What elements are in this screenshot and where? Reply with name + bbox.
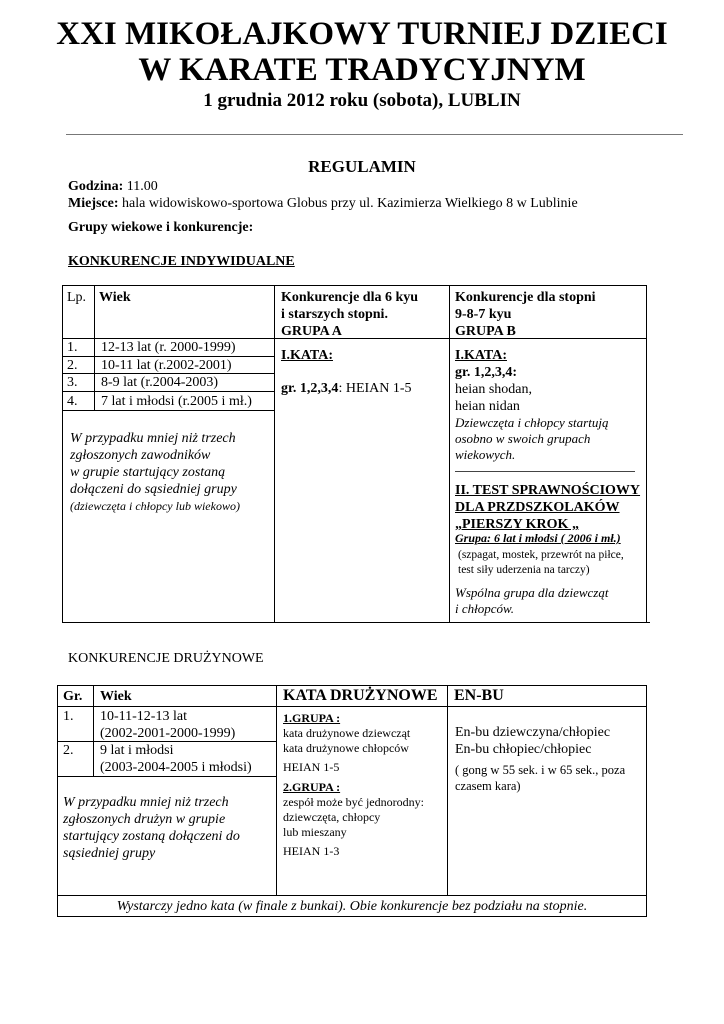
row-wiek: 10-11 lat (r.2002-2001)	[101, 358, 232, 373]
note-line: W przypadku mniej niż trzech	[70, 431, 236, 446]
miejsce-value: hala widowiskowo-sportowa Globus przy ul. Kazimierza Wielkiego 8 w Lublinie	[118, 196, 578, 211]
group-a-header-line: GRUPA A	[281, 324, 342, 339]
godzina-line	[68, 178, 158, 195]
kata-group1-line: kata drużynowe chłopców	[283, 741, 409, 755]
row-lp: 1.	[67, 340, 78, 355]
kata-group2-heian: HEIAN 1-3	[283, 844, 340, 858]
title-line-1: XXI MIKOŁAJKOWY TURNIEJ DZIECI	[56, 16, 668, 52]
row-lp: 2.	[67, 358, 78, 373]
test-desc-line: (szpagat, mostek, przewrót na piłce,	[458, 549, 624, 561]
group-b-italic-line: wiekowych.	[455, 447, 516, 462]
miejsce-line	[68, 195, 578, 212]
miejsce-label: Miejsce:	[68, 196, 119, 211]
col-header-group-a	[281, 289, 418, 340]
test-desc	[458, 548, 624, 578]
row-wiek: 12-13 lat (r. 2000-1999)	[101, 340, 236, 355]
group-b-header-line: Konkurencje dla stopni	[455, 290, 596, 305]
team-row-wiek	[100, 742, 252, 776]
team-wiek-line: (2002-2001-2000-1999)	[100, 726, 236, 741]
group-a-kata-title: I.KATA:	[281, 348, 333, 363]
team-footer-note: Wystarczy jedno kata (w finale z bunkai). Obie konkurencje bez podziału na stopnie.	[116, 899, 588, 914]
group-b-italic-line: Dziewczęta i chłopcy startują	[455, 415, 609, 430]
group-a-gr: gr. 1,2,3,4	[281, 381, 339, 396]
test-group: Grupa: 6 lat i młodsi ( 2006 i mł.)	[455, 531, 621, 545]
col-header-wiek: Wiek	[99, 290, 131, 305]
test-desc-line: test siły uderzenia na tarczy)	[458, 564, 590, 576]
group-b-italic-line: osobno w swoich grupach	[455, 431, 591, 446]
group-b-line: heian shodan,	[455, 382, 532, 397]
test-note	[455, 585, 608, 617]
grupy-label: Grupy wiekowe i konkurencje:	[68, 220, 254, 235]
individual-note	[70, 430, 240, 515]
group-a-heian-value: : HEIAN 1-5	[338, 381, 412, 396]
team-col-header-wiek: Wiek	[100, 689, 132, 704]
team-col-header-gr: Gr.	[63, 689, 83, 704]
test-title-line: „PIERSZY KROK „	[455, 517, 579, 532]
row-lp: 3.	[67, 375, 78, 390]
godzina-value: 11.00	[123, 179, 158, 194]
team-note	[63, 794, 240, 862]
test-note-line: Wspólna grupa dla dziewcząt	[455, 585, 609, 600]
note-line: w grupie startujący zostaną	[70, 465, 226, 480]
team-section-title: KONKURENCJE DRUŻYNOWE	[68, 651, 264, 666]
col-header-lp: Lp.	[67, 290, 87, 305]
individual-section-title: KONKURENCJE INDYWIDUALNE	[68, 254, 295, 269]
kata-group2-line: lub mieszany	[283, 825, 347, 839]
row-wiek: 7 lat i młodsi (r.2005 i mł.)	[101, 394, 252, 409]
kata-group1-title: 1.GRUPA :	[283, 711, 341, 725]
row-wiek: 8-9 lat (r.2004-2003)	[101, 375, 219, 390]
note-line: dołączeni do sąsiedniej grupy	[70, 482, 237, 497]
group-b-gr: gr. 1,2,3,4:	[455, 365, 518, 380]
godzina-label: Godzina:	[68, 179, 124, 194]
team-wiek-line: 10-11-12-13 lat	[100, 709, 187, 724]
test-note-line: i chłopców.	[455, 601, 514, 616]
team-col-header-enbu: EN-BU	[454, 687, 504, 704]
kata-group2-line: zespół może być jednorodny:	[283, 795, 424, 809]
group-a-header-line: Konkurencje dla 6 kyu	[281, 290, 419, 305]
team-note-line: sąsiedniej grupy	[63, 846, 156, 861]
note-line: zgłoszonych zawodników	[70, 448, 211, 463]
team-wiek-line: (2003-2004-2005 i młodsi)	[100, 760, 252, 775]
enbu-note-line: ( gong w 55 sek. i w 65 sek., poza	[455, 763, 626, 777]
note-small: (dziewczęta i chłopcy lub wiekowo)	[70, 499, 240, 513]
kata-group1-heian: HEIAN 1-5	[283, 760, 340, 774]
regulamin-heading: REGULAMIN	[308, 157, 416, 176]
team-row-wiek	[100, 708, 235, 742]
team-note-line: W przypadku mniej niż trzech	[63, 795, 229, 810]
group-b-header-line: 9-8-7 kyu	[455, 307, 512, 322]
team-kata-content	[283, 711, 424, 859]
enbu-line: En-bu dziewczyna/chłopiec	[455, 725, 611, 740]
group-b-test	[455, 482, 640, 533]
group-b-content	[455, 347, 608, 463]
team-enbu-content	[455, 724, 625, 794]
event-date: 1 grudnia 2012 roku (sobota), LUBLIN	[203, 90, 521, 111]
group-a-heian	[281, 380, 412, 397]
team-note-line: startujący zostaną dołączeni do	[63, 829, 240, 844]
group-b-kata-title: I.KATA:	[455, 348, 507, 363]
test-title-line: II. TEST SPRAWNOŚCIOWY	[455, 483, 641, 498]
group-b-header-line: GRUPA B	[455, 324, 516, 339]
row-lp: 4.	[67, 394, 78, 409]
test-title-line: DLA PRZDSZKOLAKÓW	[455, 500, 620, 515]
title-line-2: W KARATE TRADYCYJNYM	[138, 52, 586, 88]
team-wiek-line: 9 lat i młodsi	[100, 743, 174, 758]
team-note-line: zgłoszonych drużyn w grupie	[63, 812, 226, 827]
header-divider	[66, 134, 683, 135]
team-row-gr: 2.	[63, 743, 74, 758]
team-row-gr: 1.	[63, 709, 74, 724]
kata-group1-line: kata drużynowe dziewcząt	[283, 726, 411, 740]
team-col-header-kata: KATA DRUŻYNOWE	[283, 687, 438, 704]
kata-group2-line: dziewczęta, chłopcy	[283, 810, 381, 824]
group-a-header-line: i starszych stopni.	[281, 307, 388, 322]
group-b-line: heian nidan	[455, 399, 520, 414]
col-header-group-b	[455, 289, 596, 340]
enbu-note-line: czasem kara)	[455, 779, 521, 793]
enbu-line: En-bu chłopiec/chłopiec	[455, 742, 592, 757]
kata-group2-title: 2.GRUPA :	[283, 780, 341, 794]
